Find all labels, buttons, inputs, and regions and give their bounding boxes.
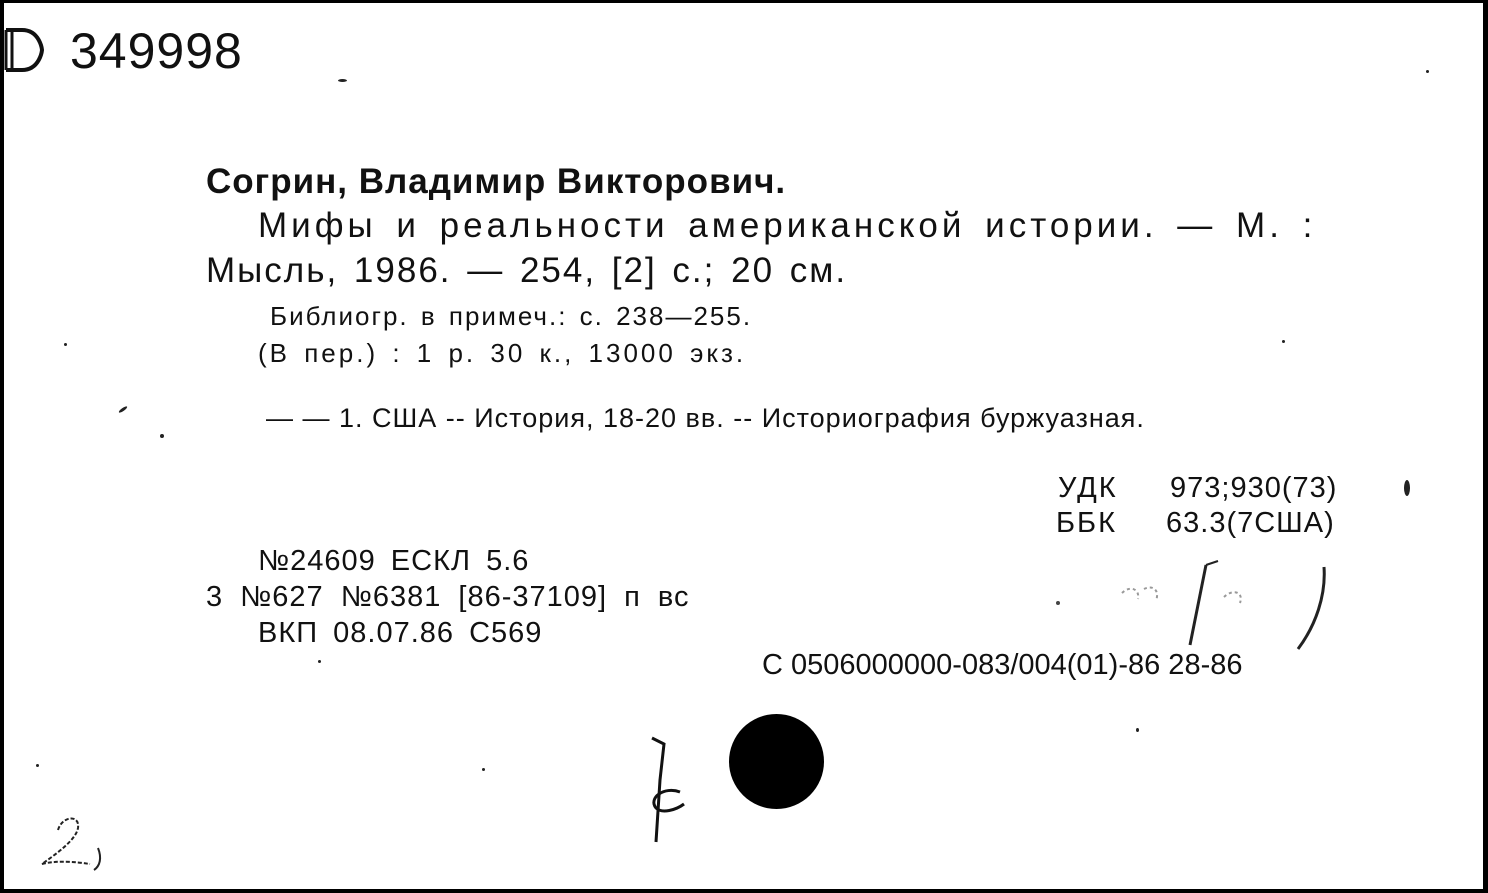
scan-speck [338,79,347,82]
scan-speck [1404,480,1410,496]
handwritten-mark [1040,545,1340,655]
d-mark-icon [2,24,46,76]
scan-speck [482,768,485,771]
scan-speck [160,434,164,438]
vkp-line: ВКП 08.07.86 С569 [258,617,543,649]
subject-tracing: — — 1. США -- История, 18-20 вв. -- Историография буржуазная. [266,403,1145,433]
scan-speck [1282,340,1285,343]
bibliography-note: Библиогр. в примеч.: с. 238—255. [270,301,753,331]
bbk-label: ББК [1056,507,1117,539]
udk-value: 973;930(73) [1170,472,1338,504]
registry-line: 3 №627 №6381 [86-37109] п вс [206,581,690,613]
card-border-left [0,0,4,893]
punch-hole [729,714,824,809]
title-line-2: Мысль, 1986. — 254, [2] с.; 20 см. [206,251,848,290]
order-number: №24609 ЕСКЛ 5.6 [258,545,530,577]
udk-label: УДК [1058,472,1118,504]
bbk-value: 63.3(7США) [1166,507,1335,539]
publisher-code: С 0506000000-083/004(01)-86 28-86 [762,649,1243,681]
author-heading: Согрин, Владимир Викторович. [206,162,787,201]
price-note: (В пер.) : 1 р. 30 к., 13000 экз. [258,338,747,368]
scan-speck [1136,728,1139,732]
scan-speck [1426,70,1429,73]
scan-speck [318,660,321,663]
handwritten-digit [28,808,118,878]
card-border-top [0,0,1488,3]
title-line-1: Мифы и реальности американской истории. — М. : [258,206,1317,245]
call-number: 349998 [70,23,243,79]
card-border-bottom [0,889,1488,893]
scan-speck [36,764,39,767]
scan-speck [64,343,67,346]
card-border-right [1483,0,1488,893]
scan-speck [118,405,128,413]
handwritten-number [640,730,700,850]
